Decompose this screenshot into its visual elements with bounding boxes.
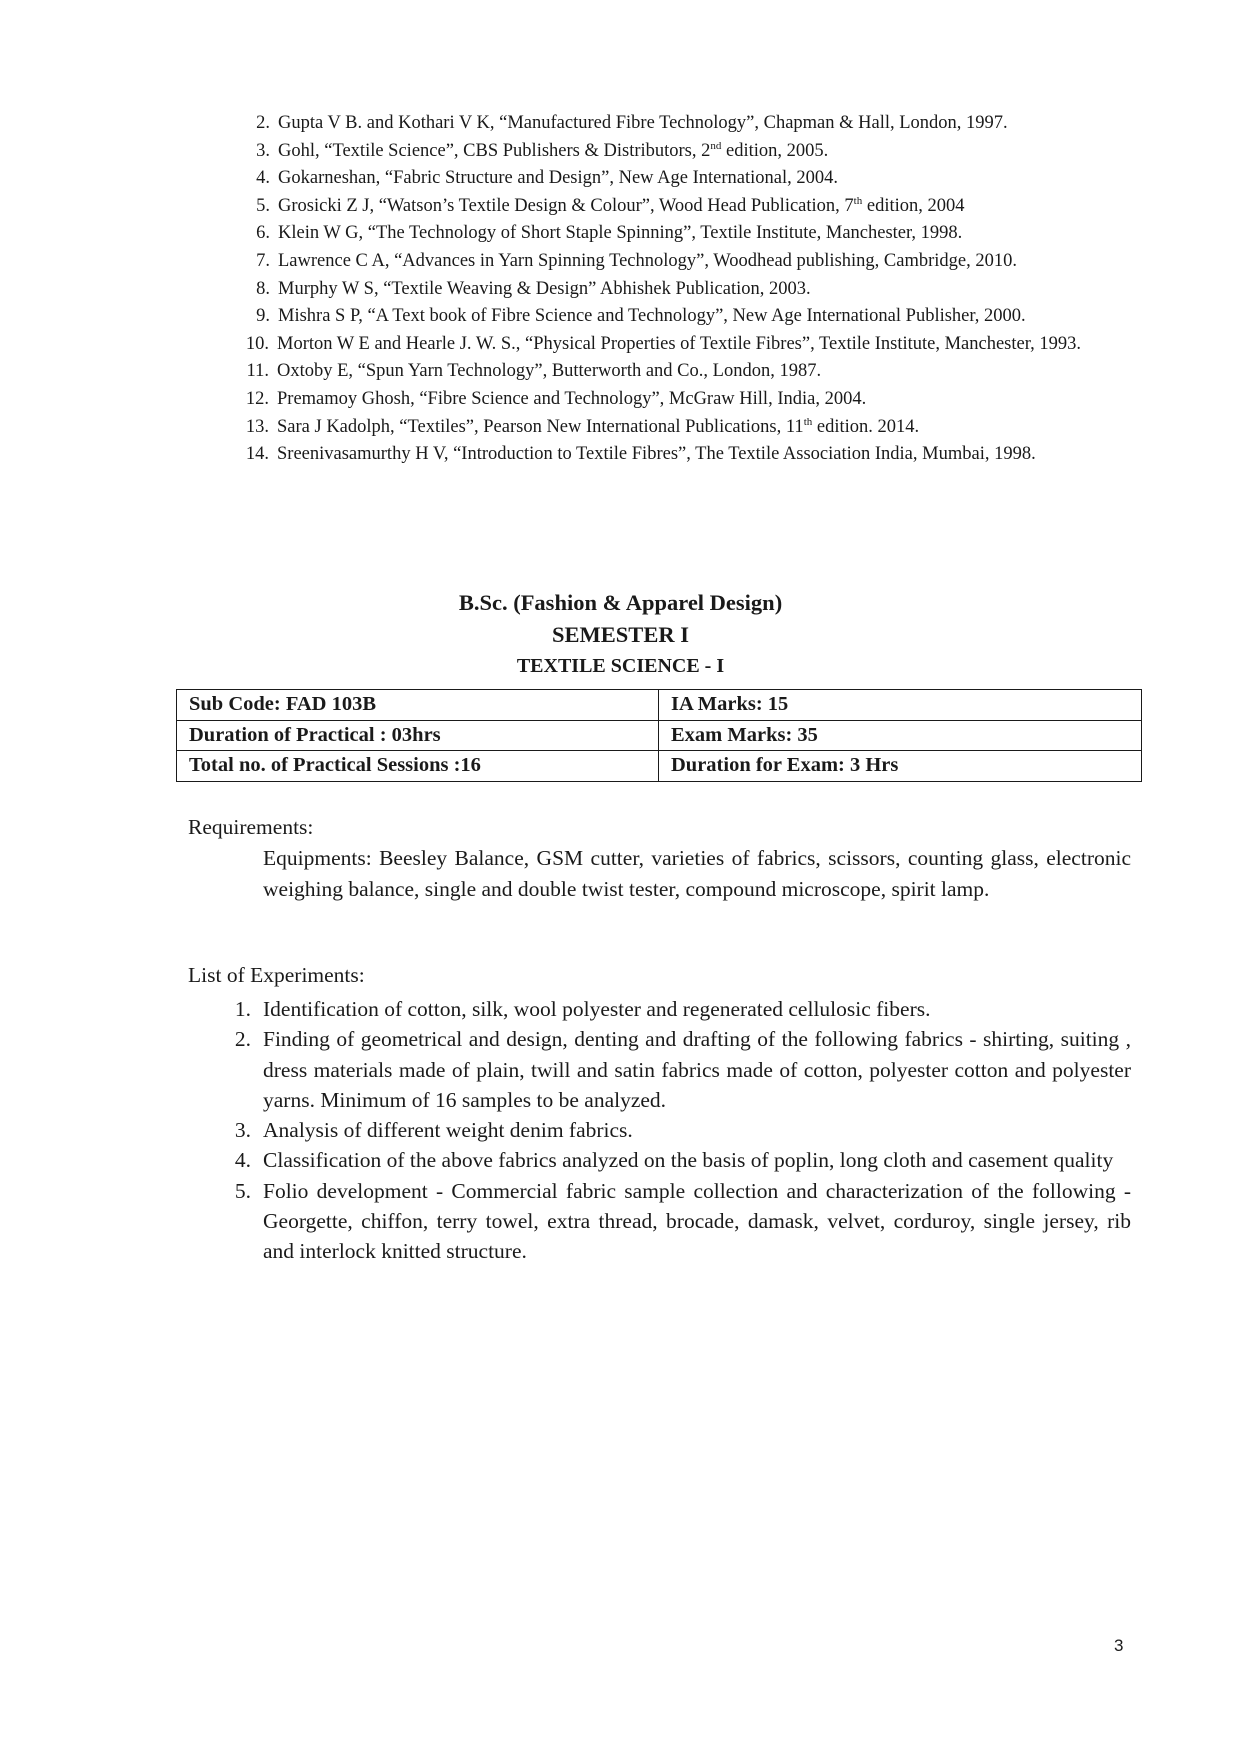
experiment-number: 4. <box>234 1148 251 1173</box>
reference-number: 3. <box>256 140 270 161</box>
reference-item <box>240 331 1140 359</box>
reference-text: Mishra S P, “A Text book of Fibre Science and Technology”, New Age International Publisher, 2000. <box>278 306 1026 327</box>
reference-item <box>240 138 1140 166</box>
reference-number: 2. <box>256 113 270 133</box>
reference-text: Gokarneshan, “Fabric Structure and Design”, New Age International, 2004. <box>278 168 838 189</box>
experiment-text: Folio development - Commercial fabric sample collection and characterization of the following - Georgette, chiffon, terry towel, extra thread, brocade, damask, velvet, corduroy, single jersey, rib and interlock knitted structure. <box>263 1178 1131 1264</box>
reference-text: Klein W G, “The Technology of Short Staple Spinning”, Textile Institute, Manchester, 1998. <box>278 223 963 244</box>
experiments-label: List of Experiments: <box>188 963 365 987</box>
reference-list <box>240 110 1140 469</box>
reference-number: 6. <box>256 223 270 244</box>
superscript: th <box>803 415 813 428</box>
experiment-number: 3. <box>234 1118 251 1143</box>
subject-title: TEXTILE SCIENCE - I <box>516 655 725 677</box>
reference-text: Sreenivasamurthy H V, “Introduction to Textile Fibres”, The Textile Association India, Mumbai, 1998. <box>277 444 1036 465</box>
reference-item <box>240 220 1140 248</box>
table-row <box>177 751 1142 782</box>
programme-title: B.Sc. (Fashion & Apparel Design) <box>458 590 783 615</box>
reference-number: 10. <box>245 333 269 354</box>
reference-item <box>240 303 1140 331</box>
requirements-text: Equipments: Beesley Balance, GSM cutter, varieties of fabrics, scissors, counting glass, electronic weighing balance, single and double twist tester, compound microscope, spirit lamp. <box>263 846 1131 901</box>
experiment-text: Classification of the above fabrics analyzed on the basis of poplin, long cloth and casement quality <box>263 1148 1114 1173</box>
experiment-item <box>234 1145 1131 1175</box>
superscript: th <box>853 194 863 207</box>
experiment-text: Analysis of different weight denim fabrics. <box>263 1118 633 1143</box>
reference-text: Morton W E and Hearle J. W. S., “Physical Properties of Textile Fibres”, Textile Institute, Manchester, 1993. <box>277 333 1082 354</box>
requirements-label: Requirements: <box>188 815 314 839</box>
reference-number: 7. <box>256 250 270 271</box>
experiment-item <box>234 1176 1131 1267</box>
reference-text: Sara J Kadolph, “Textiles”, Pearson New International Publications, 11th edition. 2014. <box>277 415 920 437</box>
reference-text: Gohl, “Textile Science”, CBS Publishers & Distributors, 2nd edition, 2005. <box>278 139 829 161</box>
reference-item <box>240 248 1140 276</box>
semester-title: SEMESTER I <box>552 622 689 647</box>
reference-item <box>240 414 1140 442</box>
superscript: nd <box>710 139 722 152</box>
reference-number: 11. <box>246 361 269 382</box>
experiment-item <box>234 1115 1131 1145</box>
experiment-number: 5. <box>234 1178 251 1203</box>
reference-number: 14. <box>245 444 269 465</box>
table-cell: Exam Marks: 35 <box>659 720 1142 751</box>
experiment-item <box>234 994 1131 1024</box>
reference-number: 12. <box>245 388 269 409</box>
page-number: 3 <box>1114 1636 1124 1655</box>
reference-text: Lawrence C A, “Advances in Yarn Spinning Technology”, Woodhead publishing, Cambridge, 2010. <box>278 250 1017 271</box>
experiment-text: Identification of cotton, silk, wool polyester and regenerated cellulosic fibers. <box>263 997 931 1021</box>
table-cell: Duration of Practical : 03hrs <box>177 720 659 751</box>
reference-text: Murphy W S, “Textile Weaving & Design” Abhishek Publication, 2003. <box>278 278 811 299</box>
table-row <box>177 690 1142 721</box>
reference-text: Premamoy Ghosh, “Fibre Science and Technology”, McGraw Hill, India, 2004. <box>277 388 867 409</box>
experiment-number: 1. <box>234 997 251 1021</box>
experiment-text: Finding of geometrical and design, denting and drafting of the following fabrics - shirting, suiting , dress materials made of plain, twill and satin fabrics made of cotton, polyester cotton and polyester yarns. Minimum of 16 samples to be analyzed. <box>263 1027 1131 1112</box>
reference-item <box>240 110 1140 138</box>
reference-item <box>240 358 1140 386</box>
experiment-list <box>234 994 1131 1267</box>
course-info-table <box>176 689 1142 782</box>
table-cell: Sub Code: FAD 103B <box>177 690 659 721</box>
table-row <box>177 720 1142 751</box>
reference-number: 9. <box>256 306 270 327</box>
reference-number: 5. <box>256 195 270 216</box>
reference-number: 13. <box>245 416 269 437</box>
reference-item <box>240 386 1140 414</box>
reference-item <box>240 193 1140 221</box>
reference-item <box>240 441 1140 469</box>
reference-item <box>240 165 1140 193</box>
table-cell: Duration for Exam: 3 Hrs <box>659 751 1142 782</box>
reference-item <box>240 276 1140 304</box>
table-cell: IA Marks: 15 <box>659 690 1142 721</box>
experiment-number: 2. <box>234 1027 251 1052</box>
reference-number: 4. <box>256 168 270 189</box>
reference-text: Grosicki Z J, “Watson’s Textile Design & Colour”, Wood Head Publication, 7th edition, 2004 <box>278 194 965 216</box>
experiment-item <box>234 1024 1131 1115</box>
reference-text: Gupta V B. and Kothari V K, “Manufactured Fibre Technology”, Chapman & Hall, London, 1997. <box>278 113 1008 133</box>
reference-text: Oxtoby E, “Spun Yarn Technology”, Butterworth and Co., London, 1987. <box>277 361 822 382</box>
table-cell: Total no. of Practical Sessions :16 <box>177 751 659 782</box>
reference-number: 8. <box>256 278 270 299</box>
